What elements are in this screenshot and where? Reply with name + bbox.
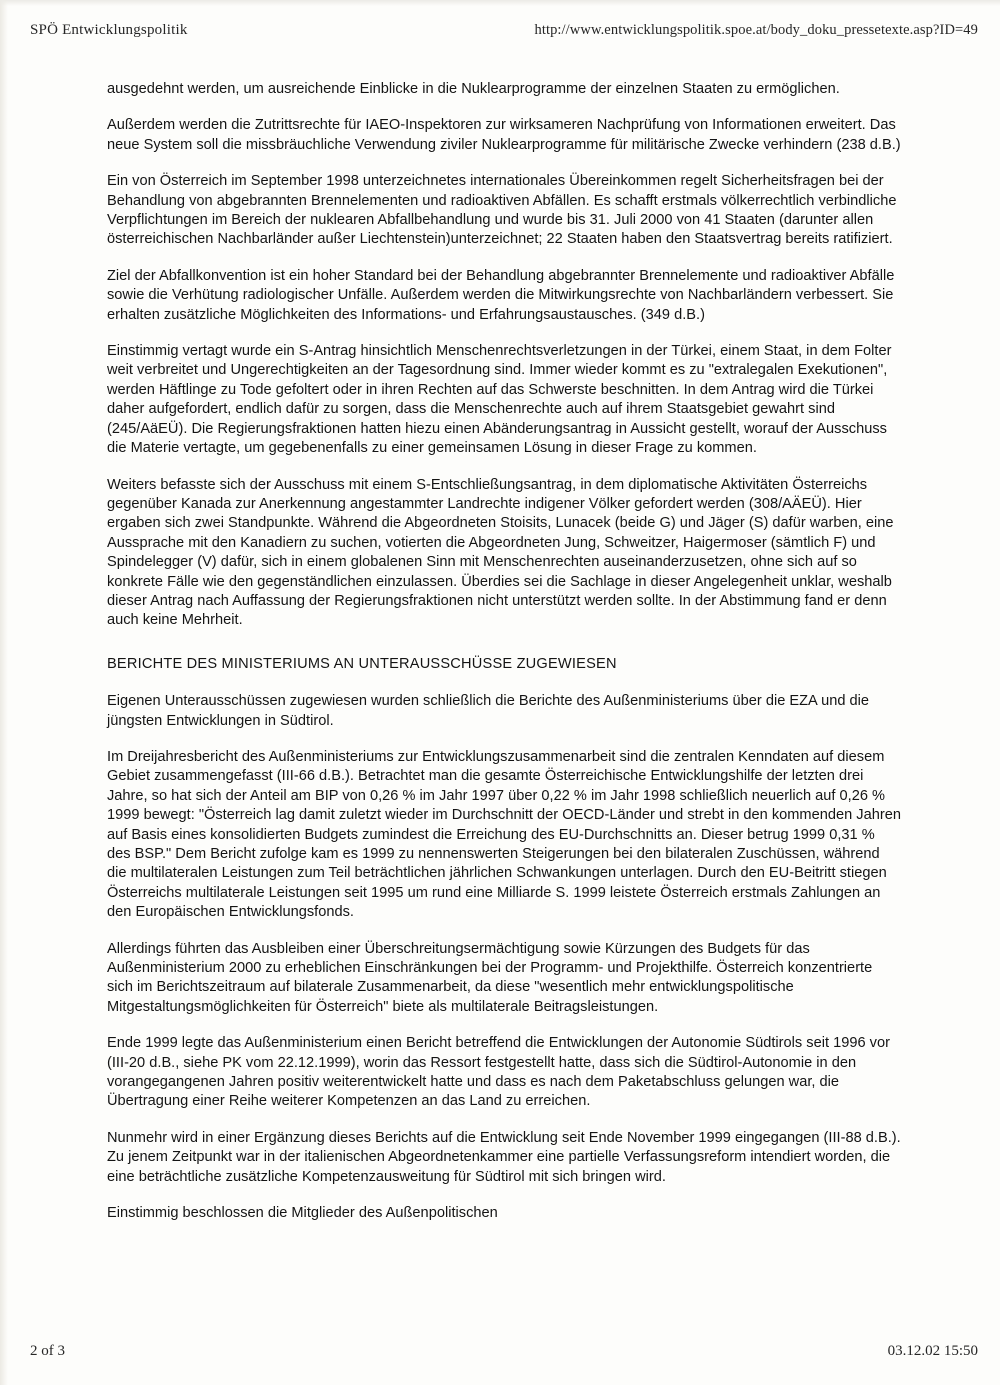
paragraph: Einstimmig beschlossen die Mitglieder des Außenpolitischen [107,1205,498,1222]
scan-edge-left [0,0,8,1385]
print-timestamp: 03.12.02 15:50 [887,1343,978,1359]
paragraph: Einstimmig vertagt wurde ein S-Antrag hinsichtlich Menschenrechtsverletzungen in der Türkei, einem Staat, in dem Folter weit verbreitet und Ungerechtigkeiten an der Tagesordnung sind. Immer wieder kommt es zu "extralegalen Exekutionen", werden Häftlinge zu Tode gefoltert oder in ihren Rechten auf das Schwerste beschnitten. In dem Antrag wird die Türkei daher aufgefordert, endlich dafür zu sorgen, dass die Menschenrechte auch auf ihrem Staatsgebiet gewahrt sind (245/AäEÜ). Die Regierungsfraktionen hatten hiezu einen Abänderungsantrag in Aussicht gestellt, worauf der Ausschuss die Materie vertagte, um gegebenenfalls zu einer gemeinsamen Lösung in dieser Frage zu kommen. [107,343,892,457]
paragraph: Weiters befasste sich der Ausschuss mit einem S-Entschließungsantrag, in dem diplomatische Aktivitäten Österreichs gegenüber Kanada zur Anerkennung angestammter Landrechte indigener Völker gefordert werden (308/AÄEÜ). Hier ergaben sich zwei Standpunkte. Während die Abgeordneten Stoisits, Lunacek (beide G) und Jäger (S) dafür warben, eine Aussprache mit den Kanadiern zu suchen, votierten die Abgeordneten Jung, Schweitzer, Haigermoser (sämtlich F) und Spindelegger (V) dafür, sich in einem globalenen Sinn mit Menschenrechten auseinanderzusetzen, ohne sich auf so konkrete Fälle wie den gegenständlichen einzulassen. Überdies sei die Sachlage in dieser Angelegenheit unklar, weshalb dieser Antrag nach Auffassung der Regierungsfraktionen nicht unterstützt werden sollte. In der Abstimmung fand er denn auch keine Mehrheit. [107,476,894,629]
page-header [0,22,1000,46]
paragraph: Ein von Österreich im September 1998 unterzeichnetes internationales Übereinkommen regelt Sicherheitsfragen bei der Behandlung von abgebrannten Brennelementen und radioaktiven Abfällen. Es schafft erstmals völkerrechtlich verbindliche Verpflichtungen im Bereich der nuklearen Abfallbehandlung und wurde bis 31. Juli 2000 von 41 Staaten (darunter allen österreichischen Nachbarländer außer Liechtenstein)unterzeichnet; 22 Staaten haben den Staatsvertrag bereits ratifiziert. [107,173,897,248]
page-footer [0,1343,1000,1363]
scan-edge-top [0,0,1000,6]
paragraph: Außerdem werden die Zutrittsrechte für IAEO-Inspektoren zur wirksameren Nachprüfung von Informationen erweitert. Das neue System soll die missbräuchliche Verwendung ziviler Nuklearprogramme für militärische Zwecke verhindern (238 d.B.) [107,117,901,153]
paragraph: Nunmehr wird in einer Ergänzung dieses Berichts auf die Entwicklung seit Ende November 1999 eingegangen (III-88 d.B.). Zu jenem Zeitpunkt war in der italienischen Abgeordnetenkammer eine partielle Verfassungsreform intendiert worden, die eine beträchtliche zusätzliche Kompetenzausweitung für Südtirol mit sich bringen wird. [107,1129,901,1185]
paragraph: Eigenen Unterausschüssen zugewiesen wurden schließlich die Berichte des Außenministeriums über die EZA und die jüngsten Entwicklungen in Südtirol. [107,693,870,729]
document-body [107,80,902,1241]
paragraph: Im Dreijahresbericht des Außenministeriums zur Entwicklungszusammenarbeit sind die zentralen Kenndaten auf diesem Gebiet zusammengefasst (III-66 d.B.). Betrachtet man die gesamte Österreichische Entwicklungshilfe der letzten drei Jahre, so hat sich der Anteil am BIP von 0,26 % im Jahr 1997 über 0,22 % im Jahr 1998 schließlich neuerlich auf 0,26 % 1999 bewegt: "Österreich lag damit zuletzt wieder im Durchschnitt der OECD-Länder und strebt in den kommenden Jahren auf Basis eines konsolidierten Budgets zumindest die Erreichung des EU-Durchschnitts an. Dieser betrug 1999 0,31 % des BSP." Dem Bericht zufolge kam es 1999 zu nennenswerten Steigerungen bei den bilateralen Zuschüssen, während die multilateralen Leistungen zum Teil beträchtlichen jährlichen Schwankungen unterlagen. Durch den EU-Beitritt stiegen Österreichs multilaterale Leistungen seit 1995 um rund eine Milliarde S. 1999 leistete Österreich erstmals Zahlungen an den Europäischen Entwicklungsfonds. [107,748,901,921]
page-number: 2 of 3 [30,1343,65,1359]
paragraph: Ende 1999 legte das Außenministerium einen Bericht betreffend die Entwicklungen der Autonomie Südtirols seit 1996 vor (III-20 d.B., siehe PK vom 22.12.1999), worin das Ressort festgestellt hatte, dass sich die Südtirol-Autonomie in den vorangegangenen Jahren positiv weiterentwickelt hatte und dass es nach dem Paketabschluss gelungen war, die Übertragung einer Reihe weiterer Kompetenzen an das Land zu erreichen. [107,1035,890,1110]
header-site-title: SPÖ Entwicklungspolitik [30,22,188,38]
paragraph: Allerdings führten das Ausbleiben einer Überschreitungsermächtigung sowie Kürzungen des Budgets für das Außenministerium 2000 zu erheblichen Einschränkungen bei der Programm- und Projekthilfe. Österreich konzentrierte sich im Berichtszeitraum auf bilaterale Zusammenarbeit, da diese "wesentlich mehr entwicklungspolitische Mitgestaltungsmöglichkeiten für Österreich" biete als multilaterale Beitragsleistungen. [107,940,873,1015]
section-heading: BERICHTE DES MINISTERIUMS AN UNTERAUSSCHÜSSE ZUGEWIESEN [107,655,617,672]
header-source-url: http://www.entwicklungspolitik.spoe.at/body_doku_pressetexte.asp?ID=49 [534,22,978,38]
paragraph: Ziel der Abfallkonvention ist ein hoher Standard bei der Behandlung abgebrannter Brennelemente und radioaktiver Abfälle sowie die Verhütung radiologischer Unfälle. Außerdem werden die Mitwirkungsrechte von Nachbarländern verbessert. Sie erhalten zusätzliche Möglichkeiten des Informations- und Erfahrungsaustausches. (349 d.B.) [107,267,895,323]
paragraph: ausgedehnt werden, um ausreichende Einblicke in die Nuklearprogramme der einzelnen Staaten zu ermöglichen. [107,81,840,97]
